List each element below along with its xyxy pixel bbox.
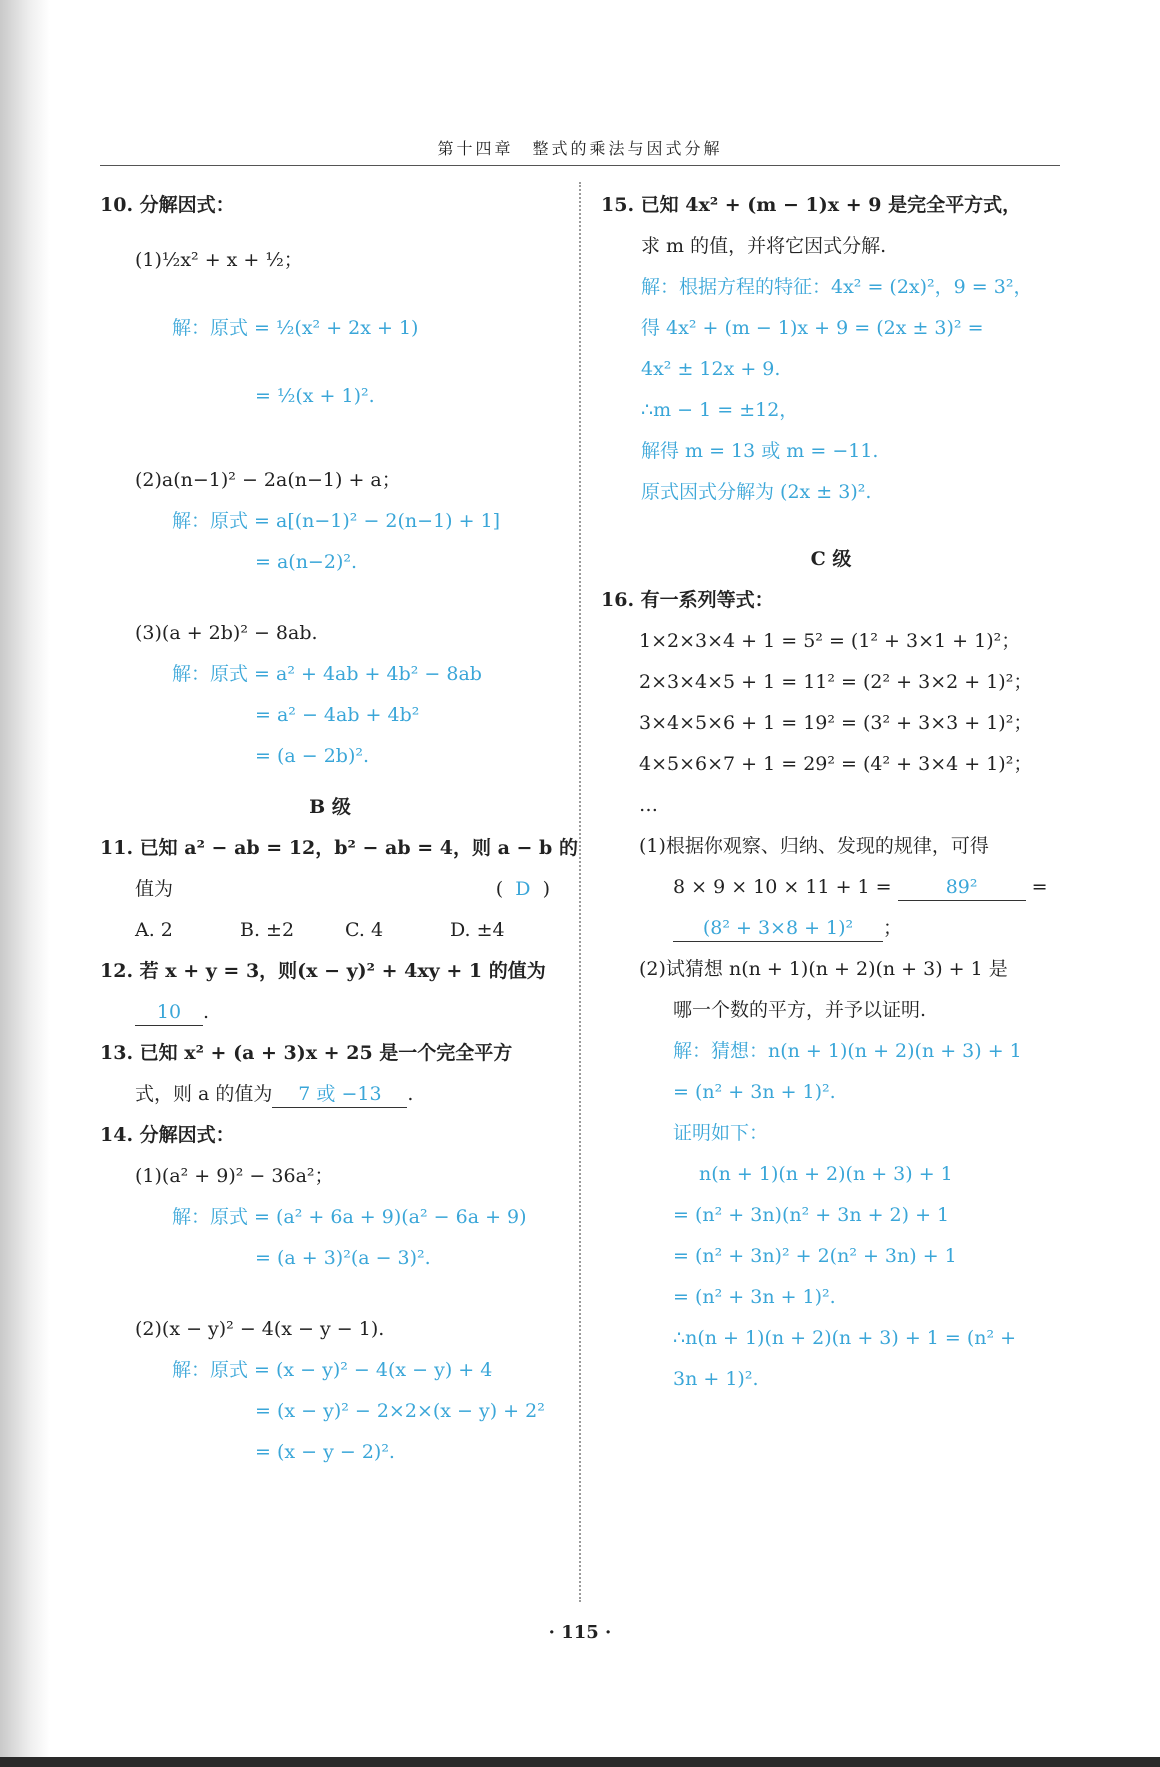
q11-options <box>100 910 560 951</box>
q16-tail-line: = (n² + 3n)(n² + 3n + 2) + 1 <box>673 1204 950 1226</box>
page-edge-shadow <box>0 0 50 1767</box>
q16-head-line: 1×2×3×4 + 1 = 5² = (1² + 3×1 + 1)²； <box>639 630 1021 652</box>
q14-line: 解：原式 = (x − y)² − 4(x − y) + 4 <box>172 1359 493 1381</box>
q16-tail-line: 哪一个数的平方，并予以证明. <box>673 999 927 1021</box>
q13-answer-line: 式，则 a 的值为 7 或 −13 . <box>100 1074 560 1115</box>
q14-line <box>100 1279 560 1309</box>
q16-tail-line: = (n² + 3n + 1)². <box>673 1286 836 1308</box>
q16-head-line: … <box>639 794 658 816</box>
q12-answer-blank: 10 <box>135 999 203 1026</box>
left-line: = (a − 2b)². <box>255 745 370 767</box>
q11-option-b: B. ±2 <box>240 919 295 941</box>
left-line: = a(n−2)². <box>255 551 358 573</box>
q11-stem: 11. 已知 a² − ab = 12，b² − ab = 4，则 a − b 的 <box>100 837 578 859</box>
q11-option-d: D. ±4 <box>450 919 505 941</box>
left-line: = ½(x + 1)². <box>255 385 375 407</box>
question-13 <box>100 1033 560 1115</box>
header-rule <box>100 165 1060 166</box>
right-line: 原式因式分解为 (2x ± 3)². <box>641 481 872 503</box>
q12-answer-line: 10 . <box>100 992 560 1033</box>
right-line: ∴m − 1 = ±12， <box>641 399 799 421</box>
q16-tail-line: ∴n(n + 1)(n + 2)(n + 3) + 1 = (n² + <box>673 1327 1017 1349</box>
q16-head-line: 3×4×5×6 + 1 = 19² = (3² + 3×3 + 1)²； <box>639 712 1033 734</box>
left-line <box>100 583 560 613</box>
q14-line: = (a + 3)²(a − 3)². <box>255 1247 431 1269</box>
left-line: (3)(a + 2b)² − 8ab. <box>135 622 318 644</box>
q14-line: = (x − y)² − 2×2×(x − y) + 2² <box>255 1400 545 1422</box>
q16-tail-line: n(n + 1)(n + 2)(n + 3) + 1 <box>699 1163 953 1185</box>
q16-part1-answer-line <box>601 867 1061 908</box>
left-column <box>100 185 578 1473</box>
q16-head-line: 4×5×6×7 + 1 = 29² = (4² + 3×4 + 1)²； <box>639 753 1033 775</box>
q11-answer: D <box>515 878 531 900</box>
q11-option-c: C. 4 <box>345 919 384 941</box>
right-line: 解得 m = 13 或 m = −11. <box>641 440 879 462</box>
right-line: 4x² ± 12x + 9. <box>641 358 781 380</box>
q16-tail-line: (2)试猜想 n(n + 1)(n + 2)(n + 3) + 1 是 <box>639 958 1008 980</box>
q14-line: (1)(a² + 9)² − 36a²； <box>135 1165 334 1187</box>
q16-tail-line: 3n + 1)². <box>673 1368 759 1390</box>
right-line: 解：根据方程的特征：4x² = (2x)²，9 = 3²， <box>641 276 1033 298</box>
q11-option-a: A. 2 <box>135 919 173 941</box>
q16-answer-blank-2: (8² + 3×8 + 1)² <box>673 915 883 942</box>
q12-stem: 12. 若 x + y = 3，则(x − y)² + 4xy + 1 的值为 <box>100 960 546 982</box>
q11-answer-paren: ( D ) <box>495 878 550 900</box>
q13-answer-blank: 7 或 −13 <box>272 1081 407 1108</box>
left-line: 解：原式 = a² + 4ab + 4b² − 8ab <box>172 663 482 685</box>
left-line <box>100 430 560 460</box>
q16-equals: = <box>1031 876 1048 898</box>
q14-line: 14. 分解因式： <box>100 1124 235 1146</box>
grade-b-heading: B 级 <box>309 796 351 818</box>
question-15 <box>601 185 1061 513</box>
q16-head-line: 16. 有一系列等式： <box>601 589 774 611</box>
left-line: 解：原式 = ½(x² + 2x + 1) <box>172 317 419 339</box>
q16-tail-line: 解：猜想：n(n + 1)(n + 2)(n + 3) + 1 <box>673 1040 1022 1062</box>
right-column <box>601 185 1061 1400</box>
left-line: = a² − 4ab + 4b² <box>255 704 420 726</box>
page-number: · 115 · <box>548 1622 612 1643</box>
q13-stem: 13. 已知 x² + (a + 3)x + 25 是一个完全平方 <box>100 1042 513 1064</box>
bottom-bar <box>0 1757 1160 1767</box>
left-line: (2)a(n−1)² − 2a(n−1) + a； <box>135 469 401 491</box>
question-11 <box>100 828 578 951</box>
question-10 <box>100 185 560 777</box>
left-line: (1)½x² + x + ½； <box>135 249 303 271</box>
q16-head-line: 2×3×4×5 + 1 = 11² = (2² + 3×2 + 1)²； <box>639 671 1033 693</box>
q16-part1-answer-line2 <box>601 908 1061 949</box>
right-line: 得 4x² + (m − 1)x + 9 = (2x ± 3)² = <box>641 317 984 339</box>
left-line: 解：原式 = a[(n−1)² − 2(n−1) + 1] <box>172 510 501 532</box>
question-12 <box>100 951 560 1033</box>
q16-tail-line: = (n² + 3n)² + 2(n² + 3n) + 1 <box>673 1245 957 1267</box>
q16-tail-line: 证明如下： <box>673 1122 769 1144</box>
column-divider <box>579 182 581 1602</box>
q14-line: 解：原式 = (a² + 6a + 9)(a² − 6a + 9) <box>172 1206 527 1228</box>
q16-part1-suffix: ； <box>883 917 903 939</box>
q13-stem2: 式，则 a 的值为 <box>135 1083 273 1105</box>
chapter-header: 第十四章 整式的乘法与因式分解 <box>437 139 723 158</box>
question-14 <box>100 1115 560 1473</box>
q11-stem2: 值为 <box>135 878 174 900</box>
q16-head-line: (1)根据你观察、归纳、发现的规律，可得 <box>639 835 989 857</box>
question-16-part2 <box>601 949 1061 1400</box>
q11-stem-cont <box>100 869 560 910</box>
q14-line: = (x − y − 2)². <box>255 1441 395 1463</box>
grade-c-heading: C 级 <box>810 548 852 570</box>
q16-answer-blank-1: 89² <box>898 874 1026 901</box>
question-16-intro <box>601 580 1061 867</box>
q16-part1-prefix: 8 × 9 × 10 × 11 + 1 = <box>673 876 892 898</box>
left-line: 10. 分解因式： <box>100 194 235 216</box>
q16-tail-line: = (n² + 3n + 1)². <box>673 1081 836 1103</box>
q14-line: (2)(x − y)² − 4(x − y − 1). <box>135 1318 385 1340</box>
right-line: 15. 已知 4x² + (m − 1)x + 9 是完全平方式， <box>601 194 1022 216</box>
right-line: 求 m 的值，并将它因式分解. <box>641 235 887 257</box>
